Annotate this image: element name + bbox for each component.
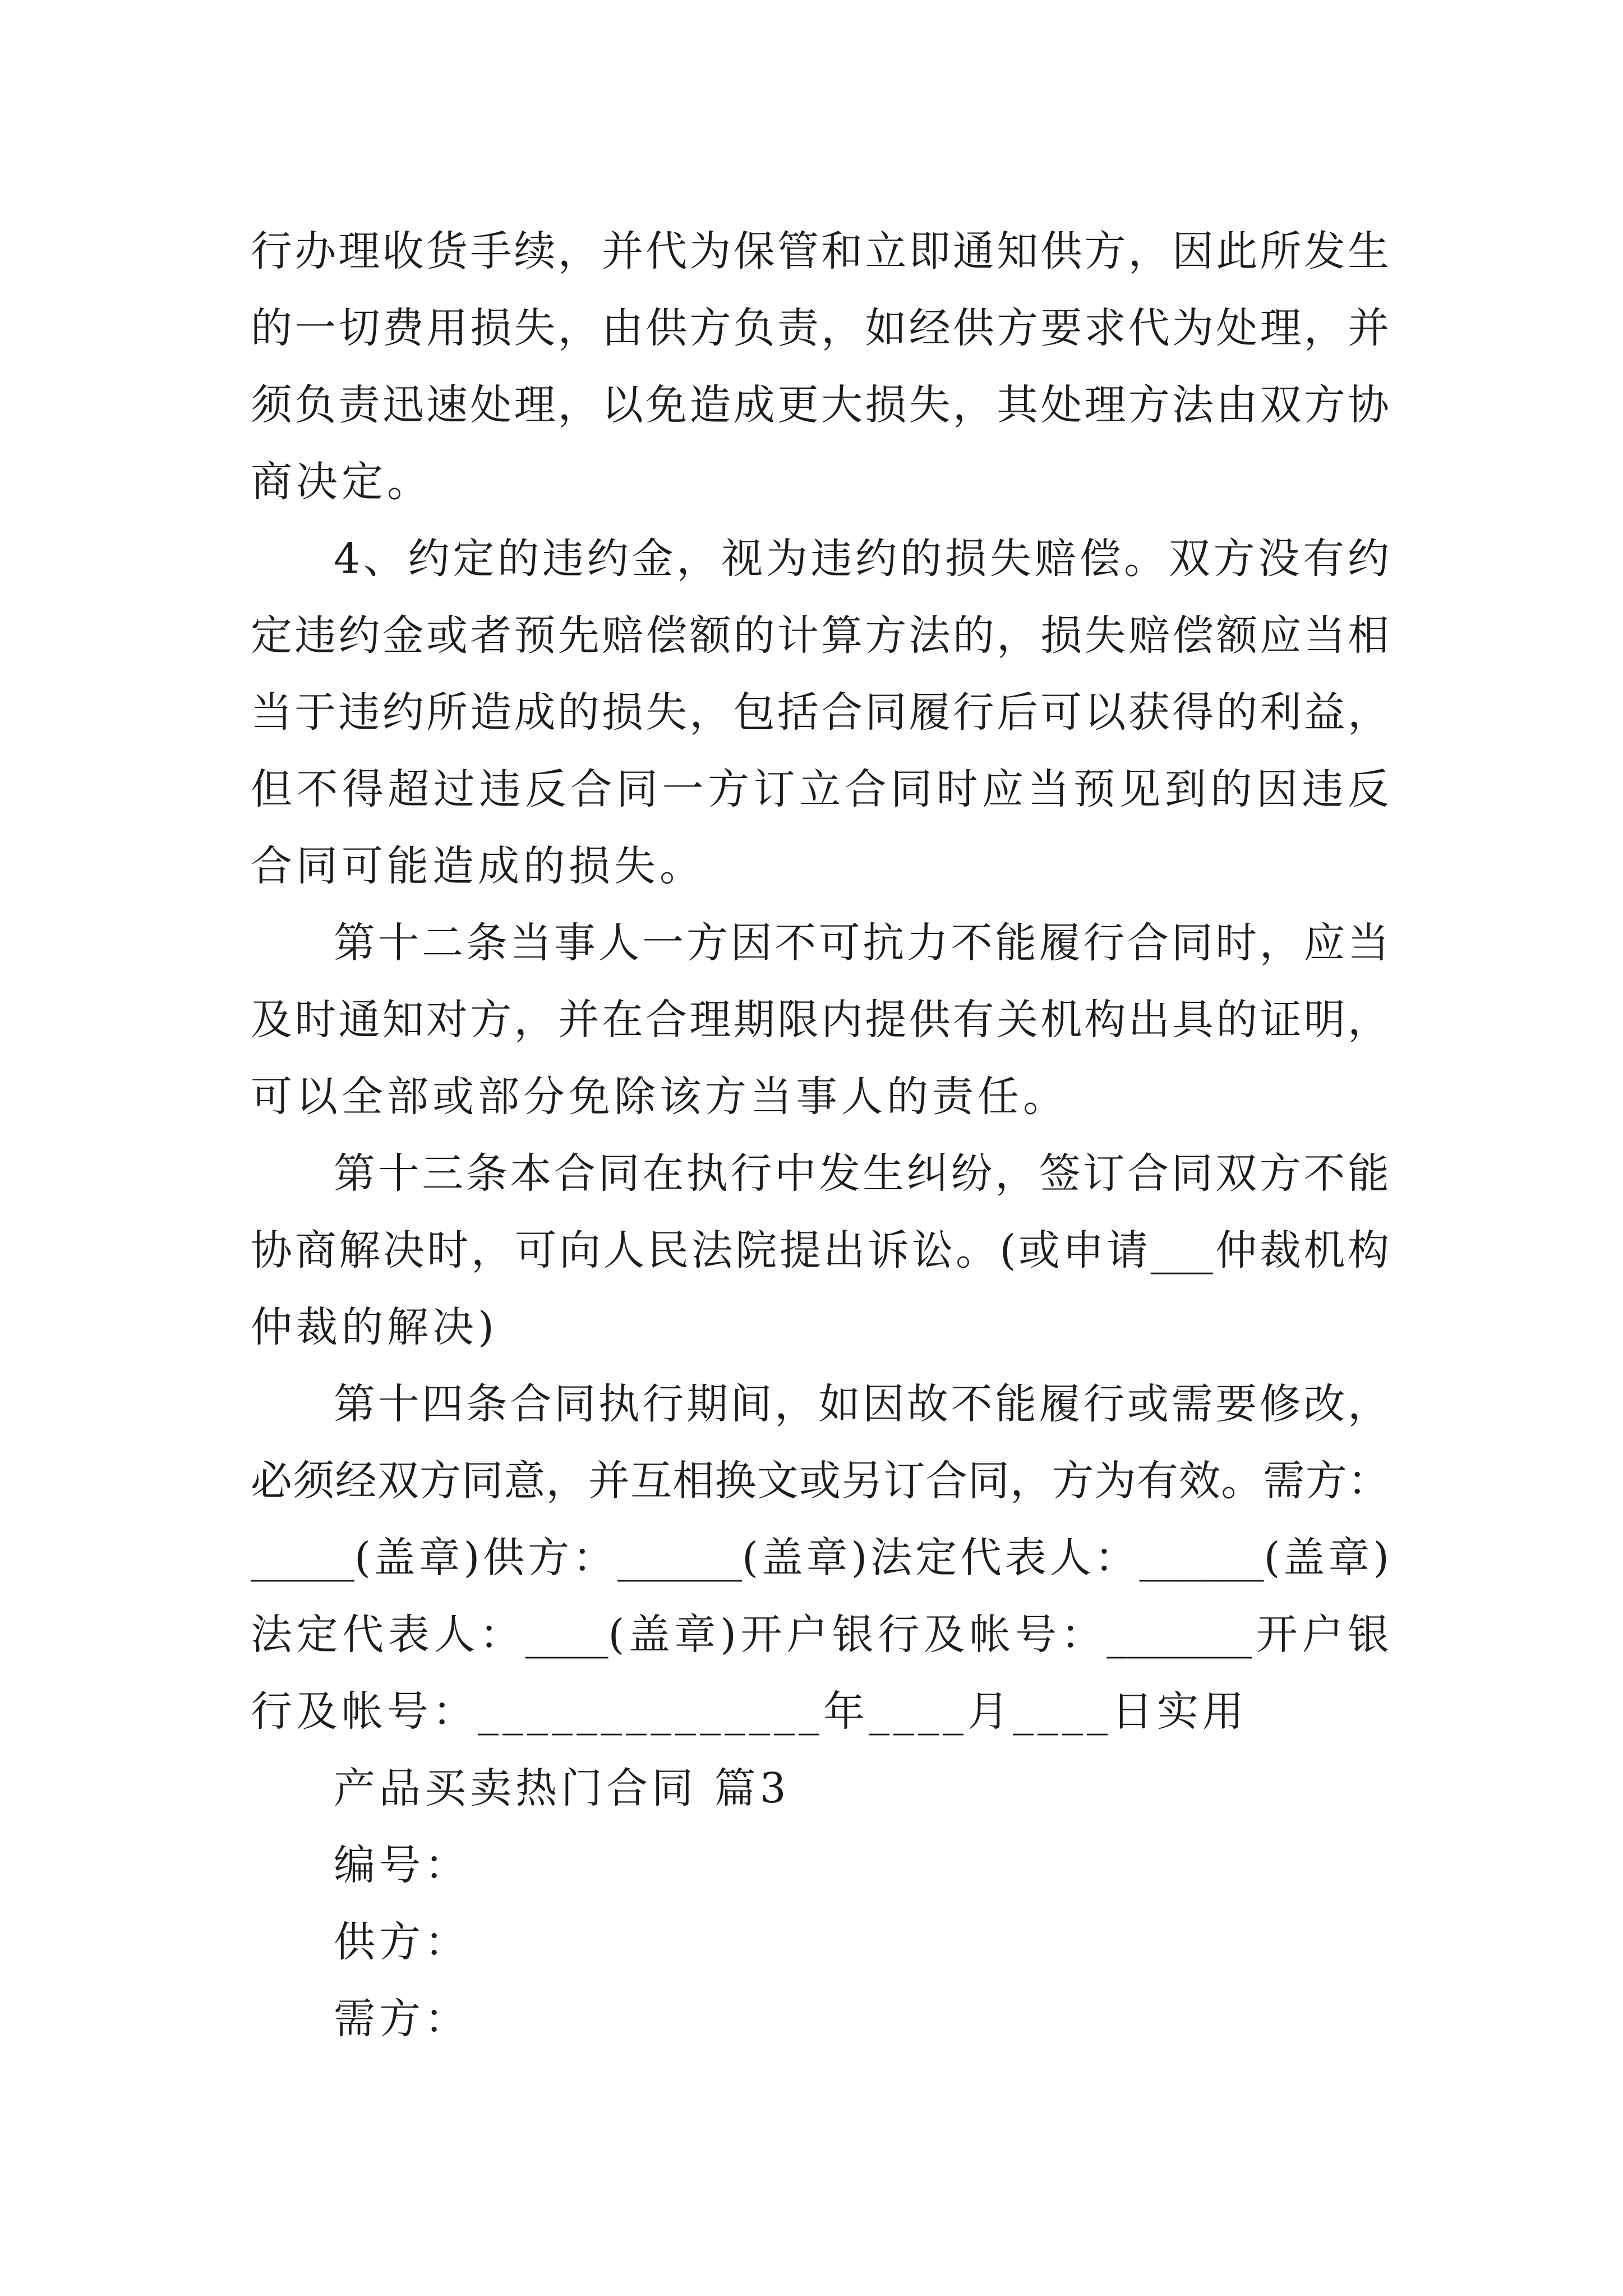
signature-line: _____(盖章)供方：______(盖章)法定代表人：______(盖章) xyxy=(251,1534,1389,1582)
paragraph-line: 仲裁的解决) xyxy=(251,1303,498,1351)
paragraph-line: 但不得超过违反合同一方订立合同时应当预见到的因违反 xyxy=(251,765,1389,813)
field-supplier: 供方： xyxy=(334,1918,470,1966)
paragraph-line: 行办理收货手续，并代为保管和立即通知供方，因此所发生 xyxy=(251,227,1389,275)
paragraph-line: 及时通知对方，并在合理期限内提供有关机构出具的证明， xyxy=(251,996,1389,1044)
paragraph-line: 商决定。 xyxy=(251,458,432,506)
paragraph-line: 必须经双方同意，并互相换文或另订合同，方为有效。需方： xyxy=(251,1457,1389,1505)
signature-line: 法定代表人：____(盖章)开户银行及帐号：_______开户银 xyxy=(251,1611,1389,1659)
field-number: 编号： xyxy=(334,1841,470,1889)
paragraph-line: 定违约金或者预先赔偿额的计算方法的，损失赔偿额应当相 xyxy=(251,611,1389,660)
section-title: 产品买卖热门合同 篇3 xyxy=(334,1764,790,1812)
document-body xyxy=(251,213,1389,2058)
article-12-line: 第十二条当事人一方因不可抗力不能履行合同时，应当 xyxy=(334,919,1389,967)
paragraph-line: 的一切费用损失，由供方负责，如经供方要求代为处理，并 xyxy=(251,304,1389,352)
field-buyer: 需方： xyxy=(334,1995,470,2043)
date-line: 行及帐号：______________年____月____日实用 xyxy=(251,1687,1248,1736)
clause-4-line: 4、约定的违约金，视为违约的损失赔偿。双方没有约 xyxy=(334,535,1389,583)
paragraph-line: 须负责迅速处理，以免造成更大损失，其处理方法由双方协 xyxy=(251,381,1389,429)
article-14-line: 第十四条合同执行期间，如因故不能履行或需要修改， xyxy=(334,1380,1389,1428)
paragraph-line: 可以全部或部分免除该方当事人的责任。 xyxy=(251,1073,1068,1121)
paragraph-line: 当于违约所造成的损失，包括合同履行后可以获得的利益， xyxy=(251,688,1389,737)
article-13-line: 第十三条本合同在执行中发生纠纷，签订合同双方不能 xyxy=(334,1149,1389,1198)
paragraph-line: 协商解决时，可向人民法院提出诉讼。(或申请___仲裁机构 xyxy=(251,1226,1389,1274)
paragraph-line: 合同可能造成的损失。 xyxy=(251,842,705,890)
